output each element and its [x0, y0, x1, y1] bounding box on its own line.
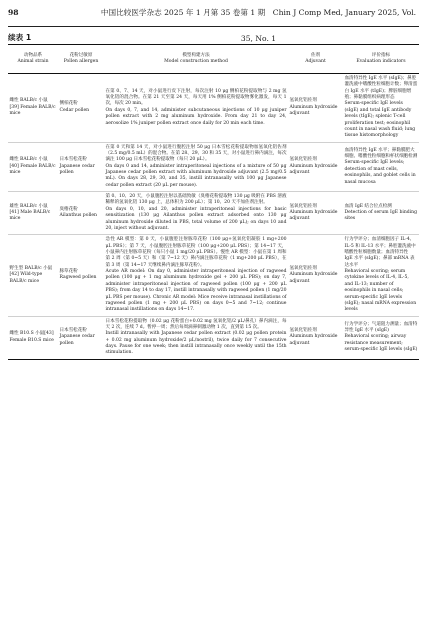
cell-indicators: 血清特异性 IgE 水平；鼻黏膜肥大细胞、嗜酸性粒细胞和杯状细胞检测 Serum-specific IgE levels; detection of mast cells, eosinophils, and goblet cells in nasal mucosa: [343, 142, 419, 192]
cell-strain: 雌性 BALB/c 小鼠[40] Female BALB/c mice: [8, 142, 58, 192]
table-header-row: [8, 45, 419, 74]
cell-method: 急性 AR 模型：第 0 天，小鼠腹腔注射豚草花粉（100 μg+氢氧化铝凝胶 1 mg+200 μL PBS）；第 7 天，小鼠腹腔注射豚草花粉（100 μg+200 μL PBS）；第 14~17 天，小鼠鼻内注射豚草花粉（每只小鼠 1 mg/20 μL PBS）。慢性 AR 模型：小鼠在第 1 周和第 2 周（第 0~5 天）和（第 7~12 天）鼻内滴注豚草花粉（1 mg+200 μL PBS），在第 3 周（第 14~17 天继续鼻内滴注豚草花粉）。 Acute AR model: On day 0, administer intraperitoneal injection of ragweed pollen (100 μg + 1 mg aluminum hydroxide gel + 200 μL PBS); on day 7, administer intraperitoneal injection of ragweed pollen (100 μg + 200 μL PBS); from day 14 to day 17, instill intranasally with ragweed pollen (1 mg/20 μL PBS per mouse). Chronic AR model: Mice receive intranasal instillations of ragweed pollen (1 mg + 200 μL PBS) on days 0~5 and 7~12; continue intranasal instillations on days 14~17.: [104, 235, 288, 316]
cell-method: 在第 0、7、14 天，对小鼠进行皮下注射，每次注射 10 μg 侧柏花粉提取物与 2 mg 氢氧化铝的混合物。在第 21 天至第 24 天，每天用 1% 侧柏花粉提取物雾化激发，每天 1 次，每次 20 min。 On days 0, 7, and 14, administer subcutaneous injections of 10 μg juniper pollen extract with 2 mg aluminum hydroxide. From day 21 to day 24, aerosolize 1% juniper pollen extract once daily for 20 min each time.: [104, 74, 288, 143]
table-row: [8, 192, 419, 235]
cell-method: 第 0、10、20 天，小鼠腹腔注射以基础致敏（臭椿花粉提取物 130 μg 吸附在 PBS 溶液稀释的氢氧化铝 130 μg 上，总体积为 200 μL）；第 10、20 天不加佐剂注射。 On days 0, 10, and 20, administer intraperitoneal injections for basic sensitization (130 μg Ailanthus pollen extract adsorbed onto 130 μg aluminum hydroxide diluted in PBS, total volume of 200 μL); on days 10 and 20, inject without adjuvant.: [104, 192, 288, 235]
cell-indicators: 行为学评分；血清细胞因子 IL-4、IL-5 和 IL-13 水平；鼻腔灌洗液中嗜酸性粒细胞数量；血清特异性 IgE 水平 (sIgE)；鼻部 mRNA 表达水平 Behavioral scoring; serum cytokine levels of IL-4, IL-5, and IL-13; number of eosinophils in nasal cells; serum-specific IgE levels (sIgE); nasal mRNA expression levels: [343, 235, 419, 316]
table-row: [8, 142, 419, 192]
cell-indicators: 行为学评分；气道阻力测量；血清特异性 IgE 水平 (sIgE) Behavioral scoring; airway resistance measurement; serum-specific IgE levels (sIgE): [343, 316, 419, 359]
cell-adjuvant: 氢氧化铝佐剂 Aluminum hydroxide adjuvant: [288, 74, 343, 143]
journal-running-head: 中国比较医学杂志 2025 年 1 月第 35 卷第 1 期 Chin J Comp Med, January 2025, Vol. 35, No. 1: [100, 8, 417, 43]
cell-adjuvant: 氢氧化铝佐剂 Aluminum hydroxide adjuvant: [288, 142, 343, 192]
model-table: [8, 44, 419, 360]
cell-allergen: 侧柏花粉 Cedar pollen: [58, 74, 104, 143]
col-header-allergen: 花粉过敏原 Pollen allergen: [58, 45, 104, 74]
page-number: 98: [8, 8, 19, 17]
cell-indicators: 血清特异性 IgE 水平 (sIgE)；鼻腔灌洗液中嗜酸性粒细胞计数；卵清蛋白 IgE 水平 (tIgE)；脾脏细胞增殖；鼻黏膜组织病理形态 Serum-specific IgE levels (sIgE) and total IgE antibody levels (tIgE); splenic T-cell proliferation test; eosinophil count in nasal wash fluid; lung tissue histomorphology: [343, 74, 419, 143]
cell-adjuvant: 氢氧化铝佐剂 Aluminum hydroxide adjuvant: [288, 316, 343, 359]
cell-indicators: 血清 IgE 结合位点检测 Detection of serum IgE binding sites: [343, 192, 419, 235]
cell-strain: 野生型 BALB/c 小鼠[42] Wild-type BALB/c mice: [8, 235, 58, 316]
cell-allergen: 臭椿花粉 Ailanthus pollen: [58, 192, 104, 235]
col-header-method: 模型构建方法 Model construction method: [104, 45, 288, 74]
col-header-adjuvant: 佐剂 Adjuvant: [288, 45, 343, 74]
col-header-strain: 动物品系 Animal strain: [8, 45, 58, 74]
table-row: [8, 74, 419, 143]
cell-strain: 雄性 BALB/c 小鼠[41] Male BALB/c mice: [8, 192, 58, 235]
cell-adjuvant: 氢氧化铝佐剂 Aluminum hydroxide adjuvant: [288, 235, 343, 316]
cell-strain: 雌性 B10.S 小鼠[43] Female B10.S mice: [8, 316, 58, 359]
cell-allergen: 豚草花粉 Ragweed pollen: [58, 235, 104, 316]
cell-allergen: 日本雪松花粉 Japanese cedar pollen: [58, 142, 104, 192]
cell-adjuvant: 氢氧化铝佐剂 Aluminum hydroxide adjuvant: [288, 192, 343, 235]
table-row: [8, 316, 419, 359]
cell-method: 在第 0 天和第 14 天，对小鼠进行腹腔注射 50 μg 日本雪松花粉提取物加氢氧化铝佐剂（2.5 mg/0.5 mL）的混合物。在第 28、29、30 和 35 天，对小鼠进行鼻内滴注，每次滴注 100 μg 日本雪松花粉提取物（每只 20 μL）。 On days 0 and 14, administer intraperitoneal injections of a mixture of 50 μg Japanese cedar pollen extract with aluminum hydroxide adjuvant (2.5 mg/0.5 mL). On days 28, 29, 30, and 35, instill intranasally with 100 μg Japanese cedar pollen extract (20 μL per mouse).: [104, 142, 288, 192]
col-header-indicators: 评价指标 Evaluation indicators: [343, 45, 419, 74]
cell-method: 日本雪松花粉提取物（0.02 μg 花粉蛋白+0.02 mg 氢氧化铝/2 μL/鼻孔）鼻内滴注，每天 2 次，连续 7 d。暂停一周；然后每周滴鼻刺激动物 1 次，直到第 15 次。 Instill intranasally with Japanese cedar pollen extract (0.02 μg pollen protein + 0.02 mg aluminum hydroxide/2 μL/nostril), twice daily for 7 consecutive days. Pause for one week; then instill intranasally once weekly until the 15th stimulation.: [104, 316, 288, 359]
table-continued-label: 续表 1: [8, 33, 32, 42]
table-row: [8, 235, 419, 316]
cell-strain: 雌性 BALB/c 小鼠[39] Female BALB/c mice: [8, 74, 58, 143]
cell-allergen: 日本雪松花粉 Japanese cedar pollen: [58, 316, 104, 359]
